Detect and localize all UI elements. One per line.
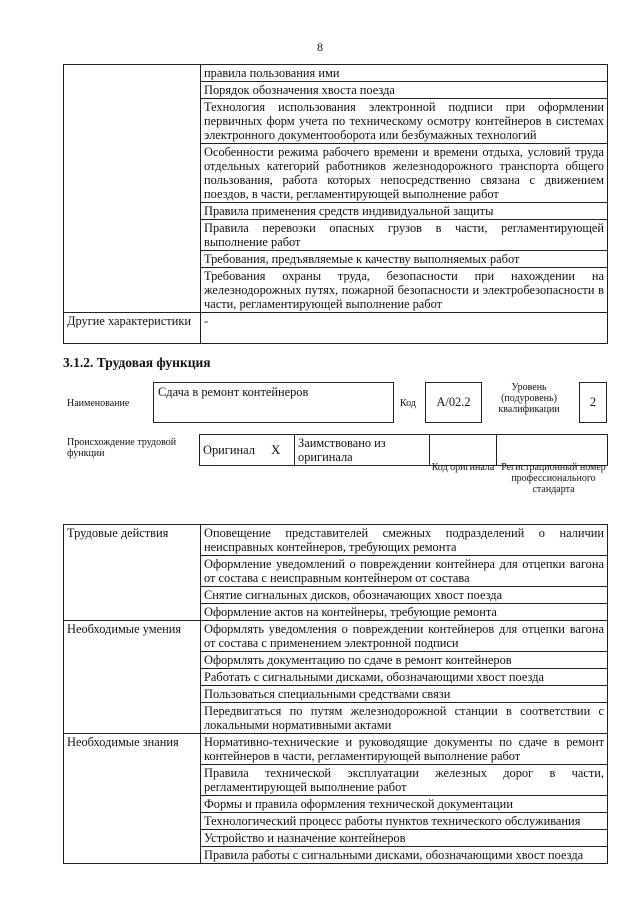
skill-item: Оформлять уведомления о повреждении контейнеров для отцепки вагона от состава с применением электронной подписи — [201, 621, 608, 652]
knowledge-item: Правила технической эксплуатации железных дорог в части, регламентирующей выполнение работ — [201, 765, 608, 796]
action-item: Снятие сигнальных дисков, обозначающих хвост поезда — [201, 587, 608, 604]
knowledge-item: Технологический процесс работы пунктов технического обслуживания — [201, 813, 608, 830]
knowledge-item: Порядок обозначения хвоста поезда — [201, 82, 608, 99]
knowledge-item: правила пользования ими — [201, 65, 608, 82]
name-label: Наименование — [67, 398, 130, 409]
knowledge-item: Устройство и назначение контейнеров — [201, 830, 608, 847]
knowledge-item: Требования, предъявляемые к качеству выполняемых работ — [201, 251, 608, 268]
action-item: Оформление уведомлений о повреждении контейнера для отцепки вагона от состава с неисправным контейнером от состава — [201, 556, 608, 587]
knowledge-item: Формы и правила оформления технической документации — [201, 796, 608, 813]
action-item: Оформление актов на контейнеры, требующие ремонта — [201, 604, 608, 621]
registration-caption: Регистрационный номер профессионального стандарта — [501, 462, 606, 495]
knowledge-label: Необходимые знания — [64, 734, 201, 864]
registration-number-cell — [497, 435, 608, 466]
other-characteristics-label: Другие характеристики — [64, 313, 201, 344]
knowledge-item: Нормативно-технические и руководящие документы по сдаче в ремонт контейнеров в части, регламентирующей выполнение работ — [201, 734, 608, 765]
borrowed-label: Заимствовано из оригинала — [295, 435, 430, 466]
code-value: A/02.2 — [425, 382, 482, 423]
level-label: Уровень (подуровень) квалификации — [498, 382, 560, 415]
knowledge-item: Правила перевозки опасных грузов в части, регламентирующей выполнение работ — [201, 220, 608, 251]
page-number: 8 — [317, 40, 323, 54]
original-label: Оригинал — [200, 435, 258, 466]
original-code-cell — [430, 435, 497, 466]
empty-label-cell — [64, 65, 201, 313]
other-characteristics-value: - — [201, 313, 608, 344]
knowledge-item: Технология использования электронной подписи при оформлении первичных форм учета по техническому осмотру контейнеров в системах электронного документооборота или безбумажных технологий — [201, 99, 608, 144]
knowledge-item: Правила работы с сигнальными дисками, обозначающими хвост поезда — [201, 847, 608, 864]
code-label: Код — [400, 398, 416, 409]
actions-label: Трудовые действия — [64, 525, 201, 621]
original-mark: X — [258, 435, 295, 466]
knowledge-item: Особенности режима рабочего времени и времени отдыха, условий труда отдельных категорий работников железнодорожного транспорта общего пользования, работа которых непосредственно связана с движением поездов, в части, регламентирующей выполнение работ — [201, 144, 608, 203]
skills-label: Необходимые умения — [64, 621, 201, 734]
action-item: Оповещение представителей смежных подразделений о наличии неисправных контейнеров, требующих ремонта — [201, 525, 608, 556]
skill-item: Оформлять документацию по сдаче в ремонт контейнеров — [201, 652, 608, 669]
skill-item: Работать с сигнальными дисками, обозначающими хвост поезда — [201, 669, 608, 686]
knowledge-item: Требования охраны труда, безопасности при нахождении на железнодорожных путях, пожарной безопасности и электробезопасности в части, регламентирующей выполнение работ — [201, 268, 608, 313]
knowledge-continuation-table — [63, 64, 608, 344]
skill-item: Пользоваться специальными средствами связи — [201, 686, 608, 703]
origin-label: Происхождение трудовой функции — [67, 437, 177, 459]
knowledge-item: Правила применения средств индивидуальной защиты — [201, 203, 608, 220]
skill-item: Передвигаться по путям железнодорожной станции в соответствии с локальными нормативными актами — [201, 703, 608, 734]
code-caption: Код оригинала — [431, 462, 495, 473]
section-title: 3.1.2. Трудовая функция — [63, 355, 211, 370]
function-name-value: Сдача в ремонт контейнеров — [153, 382, 394, 423]
level-value: 2 — [579, 382, 607, 423]
function-table — [63, 524, 608, 864]
